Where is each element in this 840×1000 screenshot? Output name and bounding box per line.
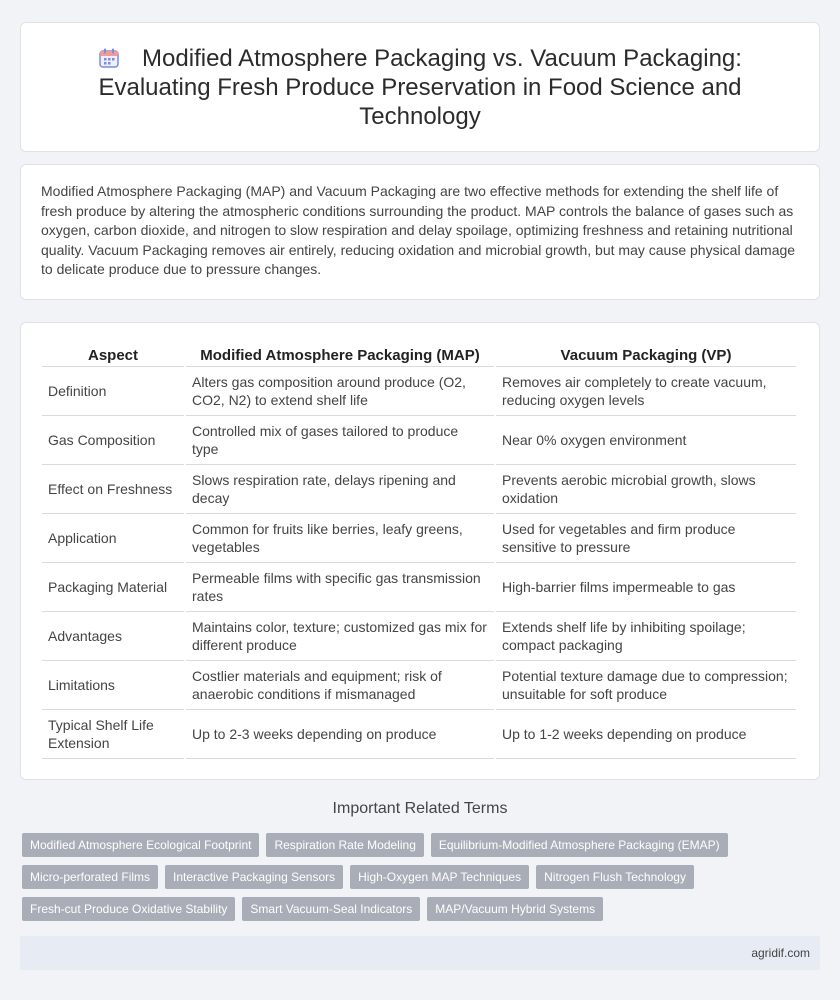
tag-row bbox=[22, 833, 822, 857]
intro-paragraph: Modified Atmosphere Packaging (MAP) and Vacuum Packaging are two effective methods for extending the shelf life of fresh produce by altering the atmospheric conditions surrounding the product. MAP controls the balance of gases such as oxygen, carbon dioxide, and nitrogen to slow respiration and delay spoilage, optimizing freshness and retaining nutritional quality. Vacuum Packaging removes air entirely, reducing oxidation and microbial growth, but may cause physical damage to delicate produce due to pressure changes. bbox=[41, 183, 796, 277]
row-map: Slows respiration rate, delays ripening and decay bbox=[186, 465, 494, 514]
tag-row bbox=[22, 865, 822, 889]
row-vp: Up to 1-2 weeks depending on produce bbox=[496, 710, 796, 759]
row-aspect: Definition bbox=[42, 367, 184, 416]
related-term-tag[interactable]: Interactive Packaging Sensors bbox=[165, 865, 343, 889]
row-map: Permeable films with specific gas transmission rates bbox=[186, 563, 494, 612]
related-term-tag[interactable]: Micro-perforated Films bbox=[22, 865, 158, 889]
related-term-tag[interactable]: Respiration Rate Modeling bbox=[266, 833, 423, 857]
related-term-tag[interactable]: Nitrogen Flush Technology bbox=[536, 865, 694, 889]
table-row bbox=[42, 367, 796, 416]
related-terms bbox=[22, 833, 822, 929]
row-aspect: Effect on Freshness bbox=[42, 465, 184, 514]
row-aspect: Advantages bbox=[42, 612, 184, 661]
table-header-row bbox=[42, 343, 796, 367]
row-aspect: Gas Composition bbox=[42, 416, 184, 465]
row-map: Maintains color, texture; customized gas mix for different produce bbox=[186, 612, 494, 661]
related-term-tag[interactable]: Modified Atmosphere Ecological Footprint bbox=[22, 833, 259, 857]
header-aspect: Aspect bbox=[42, 343, 184, 367]
header-map: Modified Atmosphere Packaging (MAP) bbox=[186, 343, 494, 367]
row-vp: Prevents aerobic microbial growth, slows oxidation bbox=[496, 465, 796, 514]
footer bbox=[20, 936, 820, 970]
page-title bbox=[61, 44, 779, 131]
comparison-table-card bbox=[20, 322, 820, 780]
row-map: Controlled mix of gases tailored to produce type bbox=[186, 416, 494, 465]
related-term-tag[interactable]: Equilibrium-Modified Atmosphere Packaging (EMAP) bbox=[431, 833, 728, 857]
row-aspect: Typical Shelf Life Extension bbox=[42, 710, 184, 759]
table-row bbox=[42, 416, 796, 465]
page-title-text: Modified Atmosphere Packaging vs. Vacuum Packaging: Evaluating Fresh Produce Preservation in Food Science and Technology bbox=[98, 44, 742, 130]
calendar-icon bbox=[98, 47, 120, 69]
intro-card bbox=[20, 164, 820, 300]
row-map: Alters gas composition around produce (O2, CO2, N2) to extend shelf life bbox=[186, 367, 494, 416]
row-aspect: Limitations bbox=[42, 661, 184, 710]
row-vp: Potential texture damage due to compression; unsuitable for soft produce bbox=[496, 661, 796, 710]
related-term-tag[interactable]: Fresh-cut Produce Oxidative Stability bbox=[22, 897, 235, 921]
comparison-table bbox=[40, 343, 798, 759]
row-map: Costlier materials and equipment; risk of anaerobic conditions if mismanaged bbox=[186, 661, 494, 710]
table-row bbox=[42, 612, 796, 661]
row-map: Common for fruits like berries, leafy greens, vegetables bbox=[186, 514, 494, 563]
table-row bbox=[42, 710, 796, 759]
table-row bbox=[42, 465, 796, 514]
header-vp: Vacuum Packaging (VP) bbox=[496, 343, 796, 367]
table-row bbox=[42, 563, 796, 612]
row-aspect: Packaging Material bbox=[42, 563, 184, 612]
related-terms-heading: Important Related Terms bbox=[332, 800, 508, 817]
row-vp: High-barrier films impermeable to gas bbox=[496, 563, 796, 612]
row-vp: Removes air completely to create vacuum, reducing oxygen levels bbox=[496, 367, 796, 416]
row-map: Up to 2-3 weeks depending on produce bbox=[186, 710, 494, 759]
row-vp: Extends shelf life by inhibiting spoilage; compact packaging bbox=[496, 612, 796, 661]
row-vp: Near 0% oxygen environment bbox=[496, 416, 796, 465]
row-aspect: Application bbox=[42, 514, 184, 563]
table-row bbox=[42, 661, 796, 710]
row-vp: Used for vegetables and firm produce sensitive to pressure bbox=[496, 514, 796, 563]
table-row bbox=[42, 514, 796, 563]
related-term-tag[interactable]: High-Oxygen MAP Techniques bbox=[350, 865, 529, 889]
title-card bbox=[20, 22, 820, 152]
related-term-tag[interactable]: Smart Vacuum-Seal Indicators bbox=[242, 897, 420, 921]
footer-site-link[interactable]: agridif.com bbox=[751, 946, 810, 960]
related-term-tag[interactable]: MAP/Vacuum Hybrid Systems bbox=[427, 897, 603, 921]
tag-row bbox=[22, 897, 822, 921]
